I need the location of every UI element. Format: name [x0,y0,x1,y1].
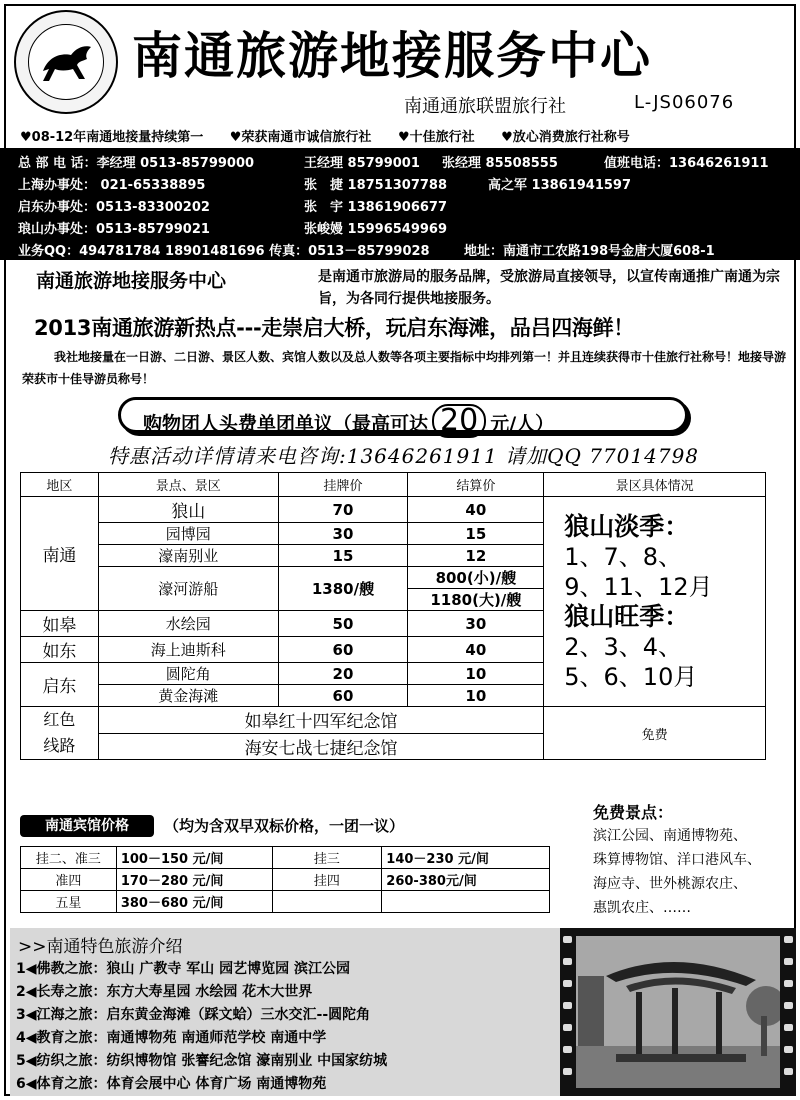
red-site: 如皋红十四军纪念馆 [98,707,543,734]
pavilion-icon [576,936,780,1088]
settle-price: 10 [408,685,544,707]
agency-logo [14,10,118,114]
high-season-title: 狼山旺季： [564,601,690,631]
site-name: 园博园 [98,523,278,545]
horse-icon [29,25,105,101]
hotel-price-tag: 南通宾馆价格 [20,815,154,837]
table-row [21,847,550,869]
high-season-months-2: 5、6、10月 [564,662,698,691]
honor-item: ♥放心消费旅行社称号 [501,130,630,145]
hotel-grade [272,891,382,913]
list-price: 1380/艘 [278,567,408,611]
site-name: 濠河游船 [98,567,278,611]
season-info [544,497,766,707]
hotline-text: 特惠活动详情请来电咨询:13646261911 请加QQ 77014798 [108,444,700,468]
hotel-grade: 挂三 [272,847,382,869]
region-cell: 启东 [21,663,99,707]
free-spot-line: 惠凯农庄、…… [593,900,691,916]
col-header: 景点、景区 [98,473,278,497]
free-spot-line: 珠算博物馆、洋口港风车、 [593,852,761,868]
list-price: 60 [278,637,408,663]
contact-gao: 高之军 13861941597 [488,178,632,193]
free-spots-title: 免费景点： [593,803,674,822]
license-number: L-JS06076 [634,92,735,113]
agency-name: 南通通旅联盟旅行社 [404,96,566,117]
settle-price-large: 1180(大)/艘 [408,589,544,611]
hotel-price: 140－230 元/间 [382,847,550,869]
attractions-table [20,472,766,760]
contact-wang: 王经理 85799001 [304,156,420,171]
site-name: 水绘园 [98,611,278,637]
site-name: 狼山 [98,497,278,523]
settle-price: 800(小)/艘 [408,567,544,589]
honor-item: ♥十佳旅行社 [397,130,475,145]
region-cell: 如皋 [21,611,99,637]
hotel-grade: 准四 [21,869,117,891]
site-name: 海上迪斯科 [98,637,278,663]
col-header: 挂牌价 [278,473,408,497]
hotel-grade: 五星 [21,891,117,913]
list-price: 20 [278,663,408,685]
site-name: 黄金海滩 [98,685,278,707]
banner-suffix: 元/人） [490,413,555,435]
honors-row [20,126,790,145]
settle-price: 40 [408,497,544,523]
contact-qq-fax: 业务QQ：494781784 18901481696 传真：0513－85799028 [18,244,430,259]
pavilion-photo-filmstrip [560,928,796,1096]
settle-price: 15 [408,523,544,545]
high-season-months-1: 2、3、4、 [564,632,683,661]
tour-item: 2◀长寿之旅：东方大寿星园 水绘园 花木大世界 [16,984,313,1000]
contact-qidong: 启东办事处：0513-83300202 [18,200,210,215]
col-header: 地区 [21,473,99,497]
contact-zhangyu: 张 宇 13861906677 [304,200,448,215]
contact-zhang: 张经理 85508555 [442,156,558,171]
hotel-price [382,891,550,913]
contact-duty: 值班电话：13646261911 [604,156,769,171]
hotel-price: 100－150 元/间 [116,847,272,869]
promo-headline: 2013南通旅游新热点---走崇启大桥，玩启东海滩，品吕四海鲜！ [34,316,634,340]
settle-price: 10 [408,663,544,685]
red-site: 海安七战七捷纪念馆 [98,733,543,760]
hotel-price-table [20,846,550,913]
list-price: 60 [278,685,408,707]
settle-price: 12 [408,545,544,567]
region-cell: 如东 [21,637,99,663]
list-price: 30 [278,523,408,545]
free-spot-line: 滨江公园、南通博物苑、 [593,828,747,844]
contact-zhangjm: 张峻嫚 15996549969 [304,222,448,237]
free-spot-line: 海应寺、世外桃源农庄、 [593,876,747,892]
settle-price: 40 [408,637,544,663]
hotel-price: 380－680 元/间 [116,891,272,913]
region-cell: 红色 线路 [21,707,99,760]
banner-prefix: 购物团人头费单团单议（最高可达 [143,413,429,435]
low-season-months-2: 9、11、12月 [564,572,713,601]
intro-title: 南通旅游地接服务中心 [36,270,227,292]
contact-address: 地址：南通市工农路198号金唐大厦608-1 [464,244,715,259]
intro-description: 是南通市旅游局的服务品牌，受旅游局直接领导，以宣传南通推广南通为宗旨，为各同行提供地接服务。 [318,269,780,307]
free-spots-list [593,824,793,920]
table-row [21,891,550,913]
site-name: 濠南别业 [98,545,278,567]
tour-item: 4◀教育之旅：南通博物苑 南通师范学校 南通中学 [16,1030,327,1046]
horse-emblem [28,24,104,100]
contact-langshan: 琅山办事处：0513-85799021 [18,222,210,237]
free-label: 免费 [544,707,766,760]
hotel-grade: 挂四 [272,869,382,891]
tour-item: 3◀江海之旅：启东黄金海滩（踩文蛤）三水交汇--圆陀角 [16,1007,371,1023]
hotel-price: 260-380元/间 [382,869,550,891]
col-header: 结算价 [408,473,544,497]
contact-zhangjie: 张 捷 18751307788 [304,178,448,193]
region-cell: 南通 [21,497,99,611]
tour-item: 1◀佛教之旅：狼山 广教寺 军山 园艺博览园 滨江公园 [16,961,351,977]
intro-paragraph: 我社地接量在一日游、二日游、景区人数、宾馆人数以及总人数等各项主要指标中均排列第一！并且连续获得市十佳旅行社称号！地接导游荣获市十佳导游员称号！ [22,350,787,386]
tours-heading: >>南通特色旅游介绍 [18,937,183,957]
col-header: 景区具体情况 [544,473,766,497]
hotel-price-note: （均为含双早双标价格，一团一议） [164,817,405,835]
hotel-grade: 挂二、准三 [21,847,117,869]
table-row [21,869,550,891]
list-price: 15 [278,545,408,567]
table-row [21,707,766,734]
pavilion-photo [576,936,780,1088]
banner-amount: 20 [432,404,486,438]
tour-item: 6◀体育之旅：体育会展中心 体育广场 南通博物苑 [16,1076,327,1092]
honor-item: ♥08-12年南通地接量持续第一 [20,130,204,145]
contact-shanghai: 上海办事处： 021-65338895 [18,178,206,193]
contact-hq: 总 部 电 话：李经理 0513-85799000 [18,156,255,171]
hotel-price: 170－280 元/间 [116,869,272,891]
honor-item: ♥荣获南通市诚信旅行社 [229,130,372,145]
settle-price: 30 [408,611,544,637]
banner-text [143,404,554,438]
list-price: 70 [278,497,408,523]
site-name: 圆陀角 [98,663,278,685]
low-season-months-1: 1、7、8、 [564,542,683,571]
table-header-row [21,473,766,497]
low-season-title: 狼山淡季： [564,511,690,541]
contact-block [0,148,800,260]
page-title: 南通旅游地接服务中心 [132,27,652,85]
tour-item: 5◀纺织之旅：纺织博物馆 张謇纪念馆 濠南别业 中国家纺城 [16,1053,388,1069]
list-price: 50 [278,611,408,637]
shopping-banner [118,397,688,438]
